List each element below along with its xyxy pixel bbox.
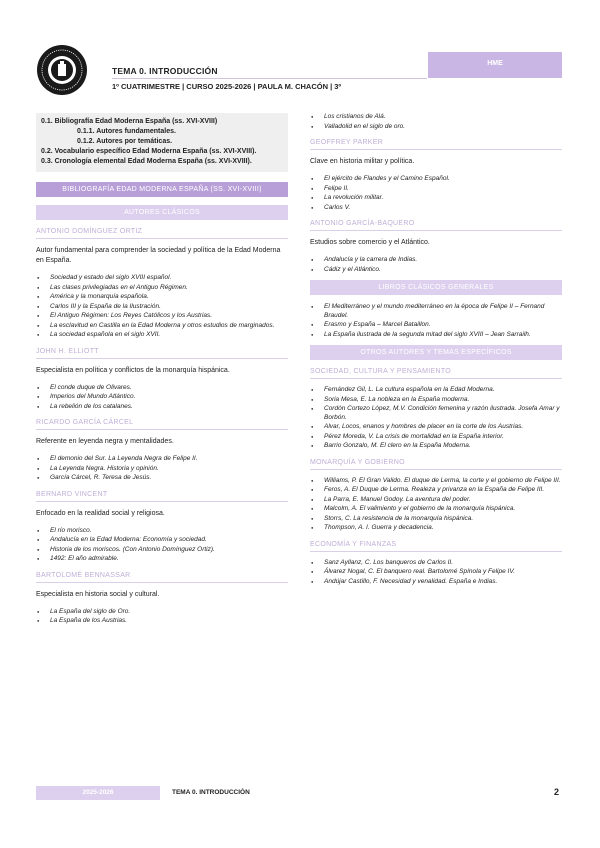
work-title: El río morisco. [50,526,92,534]
list-item [50,474,288,483]
work-title: Andalucía y la carrera de Indias. [324,256,418,263]
list-item [324,321,562,330]
list-item [324,396,562,405]
list-item [50,303,288,312]
work-title: La España ilustrada de la segunda mitad del siglo XVIII – Jean Sarrailh. [324,330,531,338]
section-band-classic-books: LIBROS CLÁSICOS GENERALES [310,280,562,295]
work-title: Storrs, C. La resistencia de la monarquía hispánica. [324,514,474,522]
work-title: La Leyenda Negra. Historia y opinión. [50,464,159,472]
list-item [324,486,562,495]
classic-authors-list [36,228,288,626]
header-divider [112,78,427,79]
author-heading: ANTONIO GARCÍA-BAQUERO [310,220,562,231]
list-item [324,496,562,505]
work-title: El demonio del Sur. La Leyenda Negra de Felipe II. [50,455,198,462]
list-item [324,113,562,122]
work-title: El Antiguo Régimen: Los Reyes Católicos y los Austrias. [50,312,213,319]
works-list [36,384,288,412]
author-description: Clave en historia militar y política. [310,158,415,165]
table-of-contents [36,113,288,172]
list-item [324,331,562,340]
work-title: El ejército de Flandes y el Camino Español. [324,175,450,182]
work-title: Malcolm, A. El valimiento y el gobierno de la monarquía hispánica. [324,505,516,512]
work-title: Thompson, A. I. Guerra y decadencia. [324,524,434,531]
work-title: Felipe II. [324,184,349,192]
author-description: Estudios sobre comercio y el Atlántico. [310,239,430,246]
section-band-classic-authors: AUTORES CLÁSICOS [36,205,288,220]
list-item [324,423,562,432]
list-item [324,405,562,422]
work-title: Feros, A. El Duque de Lerma. Realeza y privanza en la España de Felipe III. [324,486,545,493]
work-title: Alvar, Locos, enanos y hombres de placer en la corte de los Austrias. [324,423,524,430]
list-item [50,465,288,474]
list-item [324,578,562,587]
work-title: Fernández Gil, L. La cultura española en la Edad Moderna. [324,386,495,393]
work-title: Valladolid en el siglo de oro. [324,122,406,130]
continued-works-list [310,113,562,131]
work-title: La Parra, E. Manuel Godoy. La aventura del poder. [324,495,471,503]
toc-item: 0.3. Cronología elemental Edad Moderna España (ss. XVI-XVIII). [41,158,252,165]
work-title: Cádiz y el Atlántico. [324,265,381,273]
work-title: La revolución militar. [324,194,384,201]
author-heading: SOCIEDAD, CULTURA Y PENSAMIENTO [310,368,562,379]
work-title: La rebelión de los catalanes. [50,402,133,410]
section-band-other-authors: OTROS AUTORES Y TEMAS ESPECÍFICOS [310,345,562,360]
toc-item: 0.1. Bibliografía Edad Moderna España (ss. XVI-XVIII) [41,118,218,125]
list-item [324,433,562,442]
works-list [36,455,288,483]
list-item [50,284,288,293]
list-item [50,331,288,340]
list-item [324,386,562,395]
work-title: García Cárcel, R. Teresa de Jesús. [50,474,152,481]
works-list [36,608,288,626]
work-title: Pérez Moreda, V. La crisis de mortalidad en la España interior. [324,432,504,440]
classic-books-list [310,303,562,339]
list-item [324,559,562,568]
list-item [324,568,562,577]
author-heading: BERNARD VINCENT [36,491,288,502]
works-list [310,386,562,451]
author-heading: BARTOLOMÉ BENNASSAR [36,572,288,583]
list-item [324,256,562,265]
works-list [310,256,562,274]
list-item [324,185,562,194]
author-description: Especialista en historia social y cultural. [36,590,160,598]
author-heading: MONARQUÍA Y GOBIERNO [310,459,562,470]
left-column [36,113,288,632]
subject-tag: HME [428,52,562,78]
list-item [324,524,562,533]
work-title: Los cristianos de Alá. [324,113,386,120]
right-column [310,113,562,592]
work-title: Williams, P. El Gran Valido. El duque de Lerma, la corte y el gobierno de Felipe III. [324,476,561,484]
author-description: Referente en leyenda negra y mentalidades. [36,438,174,445]
works-list [36,527,288,564]
list-item [324,477,562,486]
author-description: Especialista en política y conflictos de la monarquía hispánica. [36,366,230,374]
toc-item: 0.1.1. Autores fundamentales. [77,128,176,135]
list-item [50,555,288,564]
footer-course: 2025-2026 [36,786,160,800]
work-title: Andújar Castillo, F. Necesidad y venalidad. España e Indias. [324,577,498,585]
list-item [50,293,288,302]
works-list [310,477,562,533]
list-item [324,194,562,203]
works-list [310,175,562,212]
author-heading: GEOFFREY PARKER [310,139,562,150]
topics-list [310,368,562,586]
list-item [324,175,562,184]
list-item [50,546,288,555]
work-title: Andalucía en la Edad Moderna: Economía y sociedad. [50,536,207,543]
section-band-bibliography: BIBLIOGRAFÍA EDAD MODERNA ESPAÑA (SS. XVI-XVIII) [36,182,288,197]
footer-title: TEMA 0. INTRODUCCIÓN [172,789,250,796]
author-heading: ANTONIO DOMÍNGUEZ ORTIZ [36,228,288,239]
author-description: Autor fundamental para comprender la sociedad y política de la Edad Moderna en España. [36,247,281,264]
author-heading: ECONOMÍA Y FINANZAS [310,541,562,552]
work-title: Barrio Gonzalo, M. El clero en la España Moderna. [324,442,471,449]
page-number: 2 [554,787,560,797]
works-list [310,559,562,587]
work-title: Soria Mesa, E. La nobleza en la España moderna. [324,395,470,403]
author-heading: JOHN H. ELLIOTT [36,348,288,359]
work-title: Las clases privilegiadas en el Antiguo Régimen. [50,283,188,291]
list-item [324,442,562,451]
work-title: Cordón Cortezo López, M.V. Condición femenina y razón ilustrada. Josefa Amar y Borbón. [324,405,560,421]
work-title: Carlos V. [324,203,351,211]
list-item [324,266,562,275]
list-item [50,617,288,626]
work-title: Imperios del Mundo Atlántico. [50,393,136,400]
work-title: 1492: El año admirable. [50,555,119,562]
list-item [50,274,288,283]
author-heading: RICARDO GARCÍA CÁRCEL [36,419,288,430]
document-subtitle: 1º CUATRIMESTRE | CURSO 2025-2026 | PAULA M. CHACÓN | 3º [112,82,342,91]
toc-item: 0.2. Vocabulario específico Edad Moderna España (ss. XVI-XVIII). [41,148,257,155]
work-title: Erasmo y España – Marcel Bataillon. [324,321,431,328]
author-description: Enfocado en la realidad social y religiosa. [36,509,165,517]
list-item [50,455,288,464]
list-item [50,384,288,393]
work-title: El Mediterráneo y el mundo mediterráneo en la época de Felipe II – Fernand Braudel. [324,303,545,319]
list-item [50,608,288,617]
list-item [50,403,288,412]
list-item [50,312,288,321]
work-title: La sociedad española en el siglo XVII. [50,331,161,338]
list-item [324,123,562,132]
work-title: Sociedad y estado del siglo XVIII español. [50,274,172,281]
list-item [324,505,562,514]
work-title: El conde duque de Olivares. [50,383,132,391]
list-item [324,204,562,213]
work-title: Carlos III y la España de la Ilustración. [50,302,161,310]
work-title: Sanz Ayllanz, C. Los banqueros de Carlos II. [324,558,454,566]
work-title: Historia de los moriscos. (Con Antonio Domínguez Ortiz). [50,545,215,553]
toc-item: 0.1.2. Autores por temáticas. [77,138,173,145]
work-title: América y la monarquía española. [50,293,149,300]
list-item [324,515,562,524]
university-seal-icon [36,44,88,96]
work-title: La España del siglo de Oro. [50,607,131,615]
list-item [50,322,288,331]
list-item [50,393,288,402]
right-authors-list [310,139,562,274]
works-list [36,274,288,340]
list-item [50,536,288,545]
list-item [50,527,288,536]
document-title: TEMA 0. INTRODUCCIÓN [112,66,218,76]
list-item [324,303,562,320]
work-title: Álvarez Nogal, C. El banquero real. Bartolomé Spínola y Felipe IV. [324,568,516,575]
work-title: La España de los Austrias. [50,617,128,624]
work-title: La esclavitud en Castilla en la Edad Moderna y otros estudios de marginados. [50,321,275,329]
